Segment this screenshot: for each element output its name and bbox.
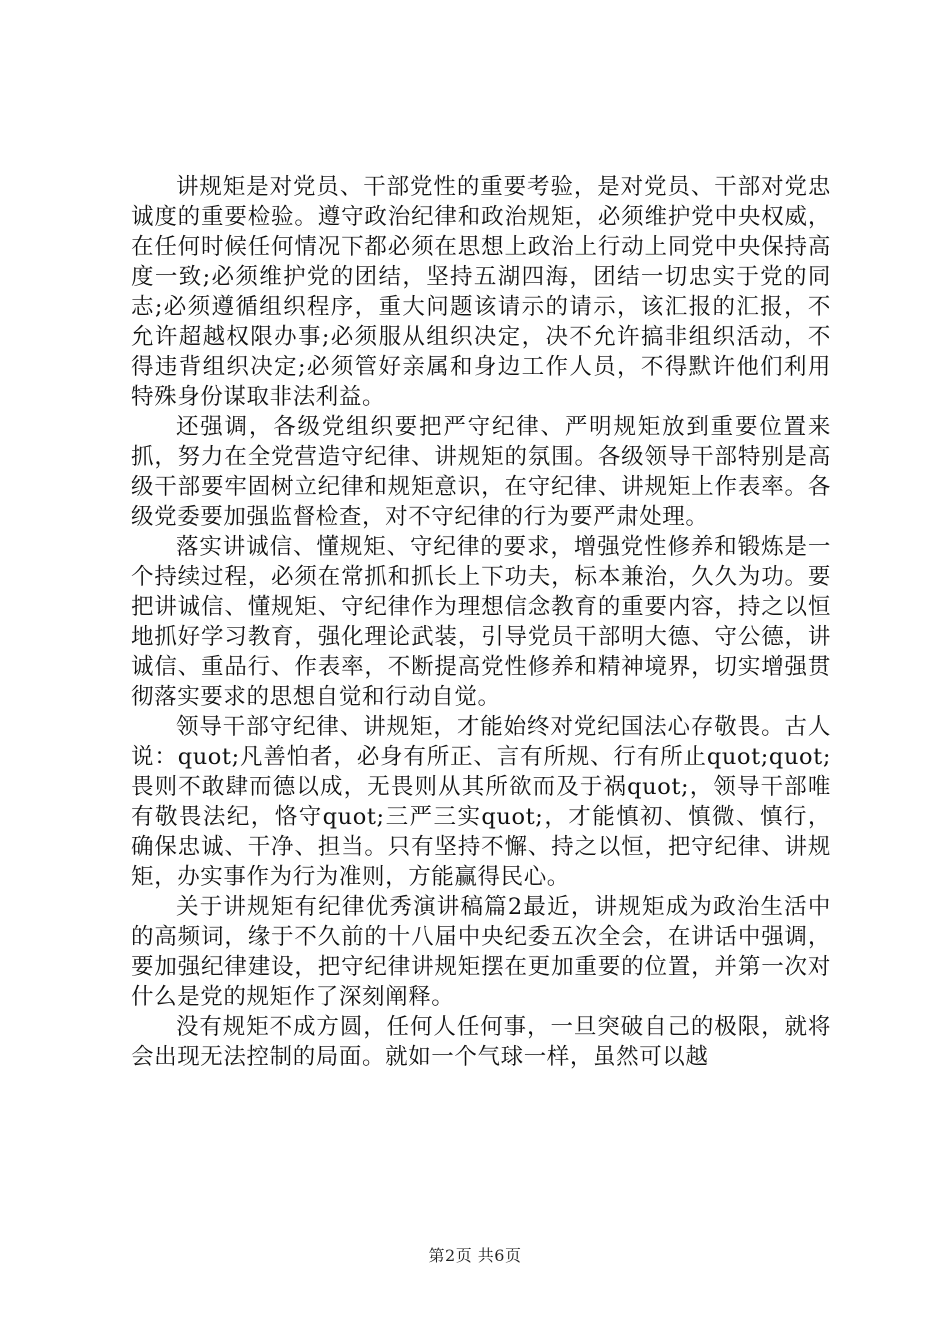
paragraph-3: 落实讲诚信、懂规矩、守纪律的要求，增强党性修养和锻炼是一个持续过程，必须在常抓和抓长上下功夫，标本兼治，久久为功。要把讲诚信、懂规矩、守纪律作为理想信念教育的重要内容，持之以恒地抓好学习教育，强化理论武装，引导党员干部明大德、守公德，讲诚信、重品行、作表率，不断提高党性修养和精神境界，切实增强贯彻落实要求的思想自觉和行动自觉。 [131,534,831,710]
paragraph-1: 讲规矩是对党员、干部党性的重要考验，是对党员、干部对党忠诚度的重要检验。遵守政治纪律和政治规矩，必须维护党中央权威，在任何时候任何情况下都必须在思想上政治上行动上同党中央保持高度一致;必须维护党的团结，坚持五湖四海，团结一切忠实于党的同志;必须遵循组织程序，重大问题该请示的请示，该汇报的汇报，不允许超越权限办事;必须服从组织决定，决不允许搞非组织活动，不得违背组织决定;必须管好亲属和身边工作人员，不得默许他们利用特殊身份谋取非法利益。 [131,174,831,410]
paragraph-2: 还强调，各级党组织要把严守纪律、严明规矩放到重要位置来抓，努力在全党营造守纪律、讲规矩的氛围。各级领导干部特别是高级干部要牢固树立纪律和规矩意识，在守纪律、讲规矩上作表率。各级党委要加强监督检查，对不守纪律的行为要严肃处理。 [131,414,831,530]
document-body [131,172,831,1072]
paragraph-4: 领导干部守纪律、讲规矩，才能始终对党纪国法心存敬畏。古人说：quot;凡善怕者，必身有所正、言有所规、行有所止quot;quot;畏则不敢肆而德以成，无畏则从其所欲而及于祸quot;，领导干部唯有敬畏法纪，恪守quot;三严三实quot;，才能慎初、慎微、慎行，确保忠诚、干净、担当。只有坚持不懈、持之以恒，把守纪律、讲规矩，办实事作为行为准则，方能赢得民心。 [131,714,831,890]
paragraph-6: 没有规矩不成方圆，任何人任何事，一旦突破自己的极限，就将会出现无法控制的局面。就如一个气球一样，虽然可以越 [131,1014,831,1070]
paragraph-5: 关于讲规矩有纪律优秀演讲稿篇2最近，讲规矩成为政治生活中的高频词，缘于不久前的十八届中央纪委五次全会，在讲话中强调，要加强纪律建设，把守纪律讲规矩摆在更加重要的位置，并第一次对什么是党的规矩作了深刻阐释。 [131,894,831,1010]
page-number-footer: 第2页 共6页 [428,1246,522,1265]
